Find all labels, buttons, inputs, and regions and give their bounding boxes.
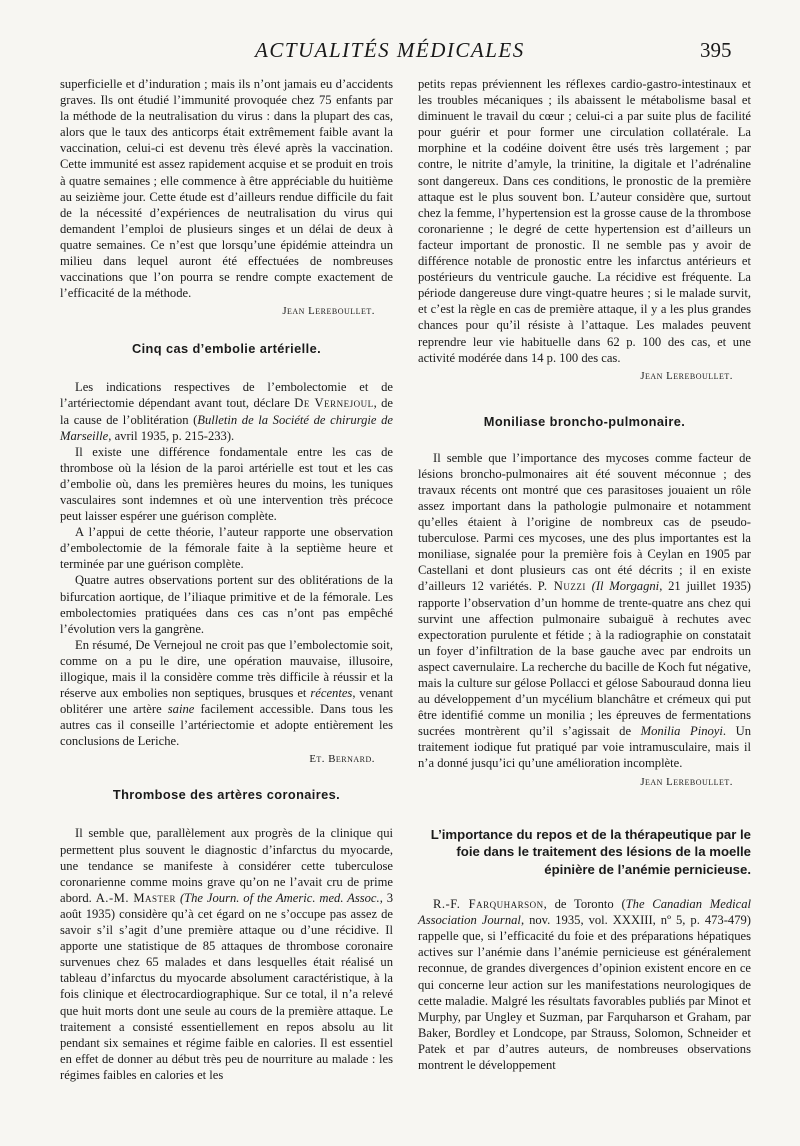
moniliase-title: Moniliase broncho-pulmonaire.	[483, 413, 686, 429]
intro-paragraph: superficielle et d’induration ; mais ils n’ont jamais eu d’accidents graves. Ils ont étudié l’immunité provoquée chez 75 enfants par la méthode de la neutralisation du virus : dans la plupart des cas, alors que le taux des anticorps était extrêmement faible avant la vaccination, celui-ci est devenu très élevé après la vaccination. Cette immunité est assez rapidement acquise et se produit en trois à quatre semaines ; elle commence à être appréciable du huitième au seizième jour. Cette étude est d’ailleurs rendue difficile du fait de la nécessité d’expériences de neutralisation du virus qui demandent l’emploi de plusieurs singes et un délai de deux à quatre semaines. Ce n’est que lorsqu’une épidémie atteindra un milieu dans lequel auront été effectuées de nombreuses vaccinations que l’on pourra se rendre compte exactement de l’efficacité de la méthode.	[60, 77, 393, 301]
embolie-paragraph-1: Les indications respectives de l’embolectomie et de l’artériectomie dépendant avant tout, déclare De Vernejoul, de la cause de l’oblitération (Bulletin de la Société de chirurgie de Marseille, avril 1935, p. 215-233).	[60, 380, 394, 443]
moniliase-signature: Jean Lereboullet.	[640, 775, 733, 788]
repos-paragraph-1: R.-F. Farquharson, de Toronto (The Canadian Medical Association Journal, nov. 1935, vol. XXXIII, nº 5, p. 473-479) rappelle que, si l’efficacité du foie et des préparations hépatiques actives sur l’anémie dans l’anémie pernicieuse est généralement reconnue, de grandes divergences d’opinion existent encore en ce qui concerne leur action sur les manifestations neurologiques de cette maladie. Malgré les résultats favorables publiés par Minot et Murphy, par Ungley et Suzman, par Farquharson et Graham, par Baker, Bordley et Londcope, par Strauss, Solomon, Schneider et Patek et par d’autres auteurs, de nombreuses observations montrent le développement	[418, 897, 752, 1072]
continued-paragraph: petits repas préviennent les réflexes cardio-gastro-intestinaux et les troubles mécaniques ; ils abaissent le métabolisme basal et diminuent le travail du cœur ; celui-ci a par suite plus de facilité pour guérir et pour former une circulation collatérale. La morphine et la codéine doivent être usés très largement ; par contre, le nitrite d’amyle, la trinitine, la digitale et l’adrénaline sont dangereux. Dans ces conditions, le pronostic de la première attaque est le plus souvent bon. L’auteur considère que, surtout chez la femme, l’hypertension est la grosse cause de la thrombose coronarienne ; le degré de cette hypertension est d’ailleurs un facteur important de pronostic. Il ne semble pas y avoir de différence notable de pronostic entre les infarctus antérieurs et postérieurs du ventricule gauche. La récidive est fréquente. La période dangereuse dure vingt-quatre heures ; si le malade survit, et c’est la règle en cas de première attaque, il y a les plus grandes chances pour qu’il résiste à l’attaque. Les malades peuvent reprendre leur vie habituelle dans 62 p. 100 des cas, et une activité modérée dans 14 p. 100 des cas.	[418, 77, 751, 365]
thrombose-title: Thrombose des artères coronaires.	[112, 787, 341, 803]
left-column	[60, 76, 393, 1083]
embolie-title: Cinq cas d’embolie artérielle.	[131, 341, 322, 357]
embolie-paragraph-2: Il existe une différence fondamentale entre les cas de thrombose où la lésion de la paroi artérielle est tout et les cas d’embolie où, dans les premières heures du moins, les tuniques vasculaires sont indemnes et où une intervention très précoce peut laisser espérer une guérison complète.	[60, 444, 393, 524]
page-number: 395	[700, 38, 732, 62]
right-column	[418, 76, 751, 1073]
thrombose-paragraph-1: Il semble que, parallèlement aux progrès de la clinique qui permettent plus souvent le diagnostic d’infarctus du myocarde, une tendance se manifeste à considérer cette tuberculose coronarienne comme moins grave qu’on ne l’avait cru de prime abord. A.-M. Master (The Journ. of the Americ. med. Assoc., 3 août 1935) considère qu’à cet égard on ne s’occupe pas assez de savoir s’il s’agit d’une première attaque ou d’une récidive. Il apporte une statistique de 85 attaques de thrombose coronaire survenues chez 65 malades et dans lesquelles était réalisé un tableau d’infarctus du myocarde absolument caractéristique, à la fois clinique et électrocardiographique. Sur ce total, il n’a relevé que huit morts dont une seule au cours de la première attaque. Le traitement a consisté essentiellement en repos absolu au lit pendant six semaines et régime faible en calories. Il est essentiel en effet de donner au début très peu de nourriture au malade : les régimes faibles en calories et les	[60, 826, 394, 1082]
embolie-paragraph-5: En résumé, De Vernejoul ne croit pas que l’embolectomie soit, comme on a pu le dire, une opération mauvaise, illusoire, illogique, mais il la considère comme très difficile à réussir et la réserve aux embolies non septiques, brusques et récentes, venant oblitérer une artère saine facilement accessible. Dans tous les autres cas il conseille l’artériectomie et adopte entièrement les conclusions de Leriche.	[60, 637, 394, 749]
repos-title: L’importance du repos et de la thérapeutique par le foie dans le traitement des lésions de la moelle épinière de l’anémie pernicieuse.	[430, 826, 751, 877]
embolie-signature: Et. Bernard.	[309, 753, 375, 766]
moniliase-author: P. Nuzzi	[537, 579, 586, 594]
embolie-paragraph-4: Quatre autres observations portent sur des oblitérations de la bifurcation aortique, de l’iliaque primitive et de la fémorale. Les embolectomies pratiquées dans ces cas n’ont pas empêché l’évolution vers la gangrène.	[60, 573, 393, 636]
thrombose-author: A.-M. Master	[95, 890, 177, 905]
monilia-species: Monilia Pinoyi	[640, 724, 723, 739]
running-title: ACTUALITÉS MÉDICALES	[255, 38, 525, 62]
moniliase-paragraph-1: Il semble que l’importance des mycoses comme facteur de lésions broncho-pulmonaires ait été souvent méconnue ; des travaux récents ont montré que ces parasitoses jouaient un rôle assez important dans la pathologie pulmonaire et notamment qu’elles étaient à l’origine de nombreux cas de pseudo-tuberculose. Parmi ces mycoses, une des plus importantes est la moniliase, signalée pour la première fois à Ceylan en 1905 par Castellani et dont plusieurs cas ont été décrits ; il en existe d’ailleurs 12 variétés. P. Nuzzi (Il Morgagni, 21 juillet 1935) rapporte l’observation d’un homme de trente-quatre ans chez qui survint une affection pulmonaire subaiguë à rechutes avec expectoration purulente et fétide ; à la radiographie on constatait un foyer d’infiltration de la base gauche avec par endroits un aspect cavernulaire. La recherche du bacille de Koch fut négative, mais la culture sur gélose Pollacci et gélose Sabouraud donna lieu au développement d’un mycélium blanchâtre et crémeux qui put être identifié comme un monilia ; les épreuves de fermentations sucrées montrèrent qu’il s’agissait de Monilia Pinoyi. Un traitement iodique fut pratiqué par voie intramusculaire, mais il n’a donné jusqu’ici qu’une amélioration incomplète.	[418, 450, 751, 771]
embolie-source: Bulletin de la Société de chirurgie de Marseille	[60, 412, 393, 443]
repos-author: R.-F. Farquharson	[433, 897, 544, 912]
embolie-paragraph-3: A l’appui de cette théorie, l’auteur rapporte une observation d’embolectomie de la fémorale faite à la septième heure et terminée par une guérison complète.	[60, 525, 393, 572]
moniliase-source: (Il Morgagni	[591, 579, 660, 594]
thrombose-source: (The Journ. of the Americ. med. Assoc.	[179, 890, 380, 905]
continued-signature: Jean Lereboullet.	[640, 369, 733, 382]
intro-signature: Jean Lereboullet.	[282, 305, 375, 318]
repos-source: The Canadian Medical Association Journal	[418, 897, 752, 928]
embolie-author: De Vernejoul	[294, 396, 374, 411]
